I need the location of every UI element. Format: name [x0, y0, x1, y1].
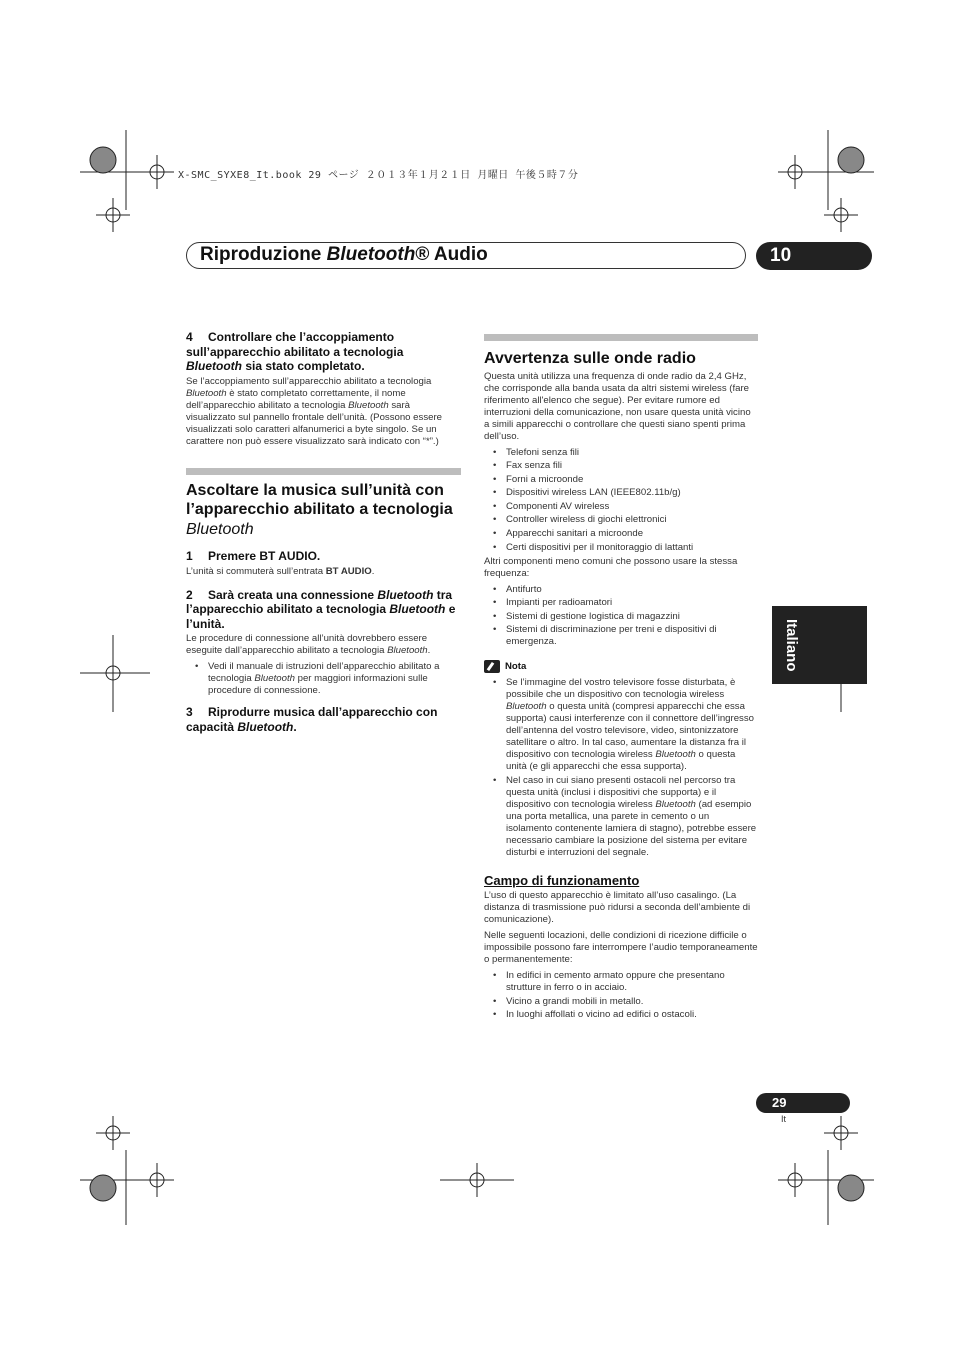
- step2-head-italic1: Bluetooth: [377, 587, 434, 602]
- step2-bullet-italic: Bluetooth: [254, 673, 295, 684]
- step4-body-b: è stato completato correttamente, il nome dell’apparecchio abilitato a tecnologia: [186, 387, 406, 411]
- note-list: [484, 677, 758, 859]
- step3-heading: [186, 705, 461, 734]
- list-item-text: Antifurto: [506, 583, 542, 595]
- list-item-text: Certi dispositivi per il monitoraggio di lattanti: [506, 541, 694, 553]
- note2-italic: Bluetooth: [655, 799, 696, 811]
- page-language-code: It: [781, 1114, 787, 1124]
- step4-heading: [186, 330, 461, 374]
- bullet-glyph: •: [493, 541, 497, 553]
- note1-c: o questa unità (e gli apparecchi che essa supporta).: [506, 749, 736, 773]
- list-item: [484, 775, 758, 859]
- left-column: [186, 330, 461, 734]
- right-column: [484, 334, 758, 1023]
- chapter-badge: 10: [756, 242, 872, 270]
- step1-head: Premere BT AUDIO.: [208, 549, 321, 563]
- list-item-text: In edifici in cemento armato oppure che presentano strutture in ferro o in acciaio.: [506, 970, 725, 994]
- list-item-text: Sistemi di gestione logistica di magazzini: [506, 610, 680, 622]
- range-subtitle: Campo di funzionamento: [484, 873, 640, 889]
- list-item: [484, 584, 758, 596]
- range-list: [484, 970, 758, 1021]
- list-item: [484, 970, 758, 994]
- list-item-text: Dispositivi wireless LAN (IEEE802.11b/g): [506, 487, 681, 499]
- print-info: X-SMC_SYXE8_It.book 29 ページ ２０１３年１月２１日 月曜日 午後５時７分: [178, 170, 579, 181]
- page-title: [200, 244, 488, 266]
- step1-number: 1: [186, 549, 193, 563]
- step4-head-a: Controllare che l’accoppiamento sull’apparecchio abilitato a tecnologia: [186, 330, 404, 359]
- title-prefix: Riproduzione: [200, 244, 327, 265]
- range-paragraph-2: Nelle seguenti locazioni, delle condizioni di ricezione difficile o impossibile possono fare interrompere l’audio temporaneamente o permanentemente:: [484, 930, 758, 966]
- range-paragraph-1: L’uso di questo apparecchio è limitato all’uso casalingo. (La distanza di trasmissione può ridursi a seconda dell’ambiente di comunicazione).: [484, 890, 751, 926]
- step2-body: [186, 633, 461, 657]
- list-item-text: Controller wireless di giochi elettronici: [506, 514, 667, 526]
- bullet-glyph: •: [493, 514, 497, 526]
- note1-italic1: Bluetooth: [506, 701, 547, 713]
- step4-body-c: sarà visualizzato sul pannello frontale dell’unità. (Possono essere visualizzati solo caratteri alfanumerici a byte singolo. Se un carattere non può essere visualizzato sarà indicato con “*”.): [186, 399, 442, 447]
- list-item-text: Forni a microonde: [506, 473, 584, 485]
- bullet-glyph: •: [493, 1009, 497, 1021]
- list-item-text: In luoghi affollati o vicino ad edifici o ostacoli.: [506, 1009, 697, 1021]
- note1-italic2: Bluetooth: [655, 749, 696, 761]
- list-item-text: Apparecchi sanitari a microonde: [506, 528, 644, 540]
- step2-head-italic2: Bluetooth: [389, 602, 446, 616]
- step2-bullet-a: Vedi il manuale di istruzioni dell’apparecchio abilitato a tecnologia: [208, 661, 440, 684]
- step2-head-a: Sarà creata una connessione: [208, 587, 378, 602]
- section-title: [186, 481, 461, 540]
- step4-body-italic1: Bluetooth: [186, 387, 227, 399]
- step2-bullets: [186, 661, 461, 697]
- step3-head-a: Riprodurre musica dall’apparecchio con capacità: [186, 705, 438, 734]
- note2-a: Nel caso in cui siano presenti ostacoli nel percorso tra questa unità (inclusi i dispositivi che supporta) e il dispositivo con tecnologia wireless: [506, 775, 736, 811]
- step2-head-b: tra l’apparecchio abilitato a tecnologia: [186, 587, 453, 616]
- step3-head-italic: Bluetooth: [237, 719, 294, 734]
- list-item: [484, 474, 758, 486]
- list-item: [484, 460, 758, 472]
- list-item: [484, 611, 758, 623]
- bullet-glyph: •: [493, 970, 497, 982]
- note2-b: (ad esempio una porta metallica, una parete in cemento o un isolamento contenente lamiera di stagno), potrebbe essere necessario cambiare la posizione del sistema per evitare disturbi e interruzioni del segnale.: [506, 799, 757, 859]
- bullet-glyph: •: [493, 624, 497, 636]
- step2-body-b: .: [427, 645, 431, 656]
- note-heading: [484, 660, 758, 673]
- list-item: [484, 447, 758, 459]
- step3-number: 3: [186, 705, 193, 719]
- note-label: Nota: [505, 661, 527, 673]
- step4-head-b: sia stato completato.: [242, 359, 365, 373]
- bullet-glyph: •: [493, 775, 497, 787]
- list-item: [484, 1009, 758, 1021]
- language-tab-label: Italiano: [783, 618, 800, 672]
- note-icon: [484, 660, 500, 673]
- list-item: [186, 661, 461, 697]
- section-title-text: Ascoltare la musica sull’unità con l’apparecchio abilitato a tecnologia: [186, 481, 453, 518]
- step4-body-italic2: Bluetooth: [348, 399, 389, 411]
- bullet-glyph: •: [493, 677, 497, 689]
- step2-number: 2: [186, 587, 193, 602]
- step1-body: [186, 566, 461, 578]
- title-italic: Bluetooth: [326, 244, 416, 265]
- step4-number: 4: [186, 330, 193, 344]
- bullet-glyph: •: [493, 528, 497, 540]
- bullet-glyph: •: [493, 995, 497, 1007]
- step4-body-a: Se l’accoppiamento sull’apparecchio abilitato a tecnologia: [186, 375, 432, 387]
- section-bar: [186, 468, 461, 475]
- list-item-text: Componenti AV wireless: [506, 500, 610, 512]
- radio-section-title: Avvertenza sulle onde radio: [484, 350, 696, 367]
- list-item: [484, 528, 758, 540]
- step1-heading: [186, 549, 461, 564]
- step2-head-c: e l’unità.: [186, 602, 456, 631]
- step1-body-c: .: [371, 565, 375, 577]
- bullet-glyph: •: [493, 597, 497, 609]
- step1-body-a: L’unità si commuterà sull’entrata: [186, 565, 326, 577]
- list-item-text: Vicino a grandi mobili in metallo.: [506, 995, 644, 1007]
- page-number: 29: [756, 1093, 850, 1113]
- step2-body-italic: Bluetooth: [387, 645, 428, 656]
- bullet-glyph: •: [493, 487, 497, 499]
- step4-head-italic: Bluetooth: [186, 359, 242, 373]
- step2-body-a: Le procedure di connessione all’unità dovrebbero essere eseguite dall’apparecchio abilitato a tecnologia: [186, 633, 428, 656]
- list-item-text: Fax senza fili: [506, 460, 562, 472]
- bullet-glyph: •: [493, 583, 497, 595]
- bullet-glyph: •: [493, 460, 497, 472]
- step2-bullet-b: per maggiori informazioni sulle procedure di connessione.: [208, 673, 428, 696]
- step2-heading: [186, 588, 461, 632]
- list-item-text: Impianti per radioamatori: [506, 597, 613, 609]
- step1-body-bold: BT AUDIO: [325, 565, 372, 577]
- section-bar: [484, 334, 758, 341]
- list-item: [484, 624, 758, 648]
- list-item: [484, 487, 758, 499]
- bullet-glyph: •: [493, 500, 497, 512]
- section-title-italic: Bluetooth: [186, 520, 254, 538]
- list-item-text: Sistemi di discriminazione per treni e dispositivi di emergenza.: [506, 624, 717, 648]
- list-item: [484, 542, 758, 554]
- language-side-tab: [772, 606, 867, 684]
- bullet-glyph: •: [493, 610, 497, 622]
- radio-mid: Altri componenti meno comuni che possono usare la stessa frequenza:: [484, 555, 738, 579]
- radio-list2: [484, 584, 758, 649]
- list-item: [484, 501, 758, 513]
- title-suffix: ® Audio: [415, 244, 488, 265]
- list-item: [484, 597, 758, 609]
- list-item: [484, 677, 758, 773]
- step3-head-b: .: [293, 719, 297, 734]
- bullet-glyph: •: [195, 661, 199, 672]
- note1-a: Se l’immagine del vostro televisore fosse disturbata, è possibile che un dispositivo con tecnologia wireless: [506, 677, 736, 701]
- bullet-glyph: •: [493, 473, 497, 485]
- step4-body: [186, 376, 461, 448]
- list-item-text: Telefoni senza fili: [506, 446, 580, 458]
- radio-list1: [484, 447, 758, 554]
- bullet-glyph: •: [493, 446, 497, 458]
- list-item: [484, 996, 758, 1008]
- radio-intro: Questa unità utilizza una frequenza di onde radio da 2,4 GHz, che corrisponde alla banda usata da altri sistemi wireless (fare riferimento all'elenco che segue). Per evitare rumore ed interruzioni della comunicazione, non usare questa unità vicino a simili apparecchi o controllare che questi siano spenti prima dell’uso.: [484, 370, 751, 442]
- note1-b: o questa unità (compresi apparecchi che essa supporta) causi interferenze con il connettore dell’ingresso dell’antenna del vostro televisore, video, sintonizzatore satellitare o altro. In tal caso, aumentare la distanza fra il dispositivo con tecnologia wireless: [506, 701, 754, 761]
- list-item: [484, 514, 758, 526]
